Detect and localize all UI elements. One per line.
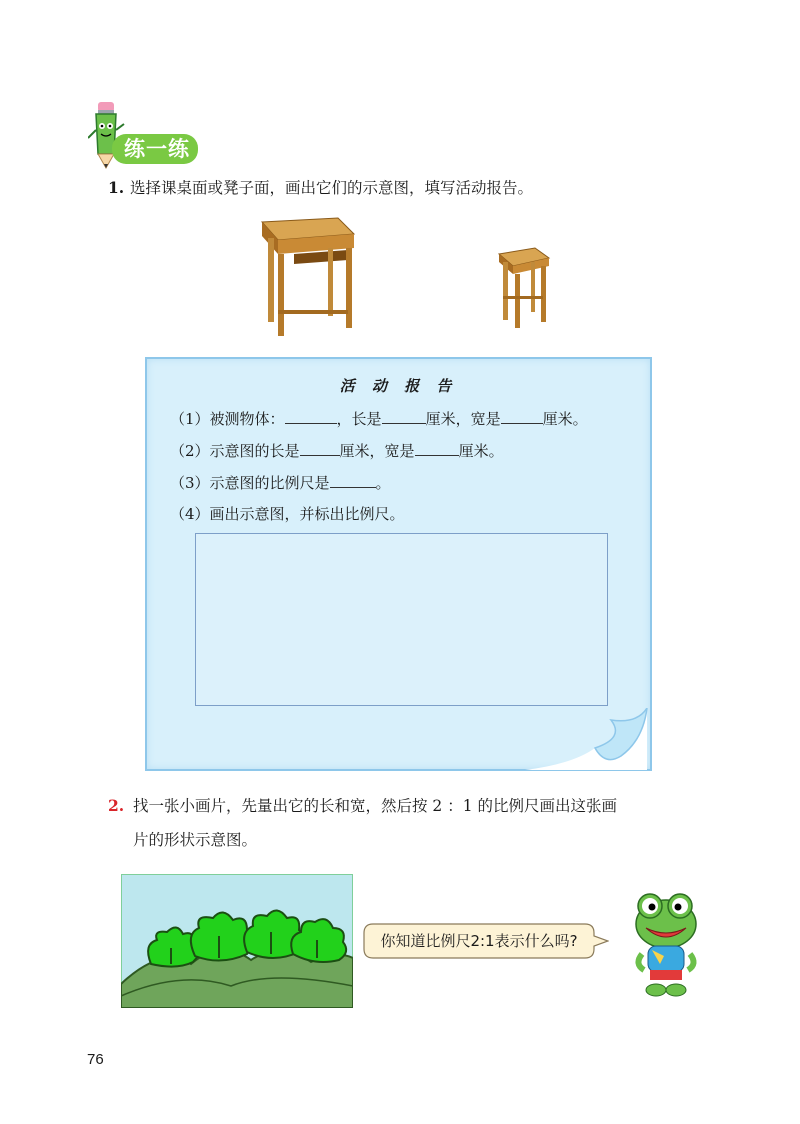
question-2-line-1: 找一张小画片，先量出它的长和宽，然后按 2 ：1 的比例尺画出这张画 [133,797,618,815]
report-line-2 [170,439,504,462]
page-number: 76 [87,1051,104,1068]
report-line-1-prefix: （1）被测物体： [170,410,285,428]
speech-bubble-text: 你知道比例尺2:1表示什么吗? [380,932,578,950]
question-2-number: 2. [108,796,125,815]
measured-object-blank[interactable] [285,407,337,424]
report-line-3 [170,471,391,494]
diagram-width-blank[interactable] [415,439,459,456]
report-line-2-width-label: 厘米，宽是 [339,442,415,460]
report-line-1-length-label: ，长是 [336,410,382,428]
report-line-2-suffix: 厘米。 [458,442,504,460]
practice-label: 练一练 [124,137,190,161]
question-2-line-2: 片的形状示意图。 [133,831,258,849]
page-curl-decoration [525,708,655,772]
report-line-1-suffix: 厘米。 [542,410,588,428]
report-line-1-width-label: 厘米，宽是 [425,410,501,428]
diagram-length-blank[interactable] [300,439,340,456]
report-line-3-suffix: 。 [375,474,391,492]
question-1-text: 选择课桌面或凳子面，画出它们的示意图，填写活动报告。 [130,179,534,197]
stool-picture [495,244,551,330]
report-line-4: （4）画出示意图，并标出比例尺。 [170,505,405,523]
report-line-1 [170,407,588,430]
report-line-2-prefix: （2）示意图的长是 [170,442,300,460]
actual-length-blank[interactable] [382,407,426,424]
speech-bubble [363,923,609,959]
frog-mascot-icon [630,890,702,998]
question-1-number: 1. [108,178,125,197]
actual-width-blank[interactable] [501,407,543,424]
practice-header [88,96,200,172]
desk-picture [256,214,356,336]
scale-blank[interactable] [330,471,376,488]
landscape-picture [121,874,353,1008]
report-title: 活 动 报 告 [339,377,458,395]
report-line-3-prefix: （3）示意图的比例尺是 [170,474,330,492]
drawing-area[interactable] [195,533,608,706]
